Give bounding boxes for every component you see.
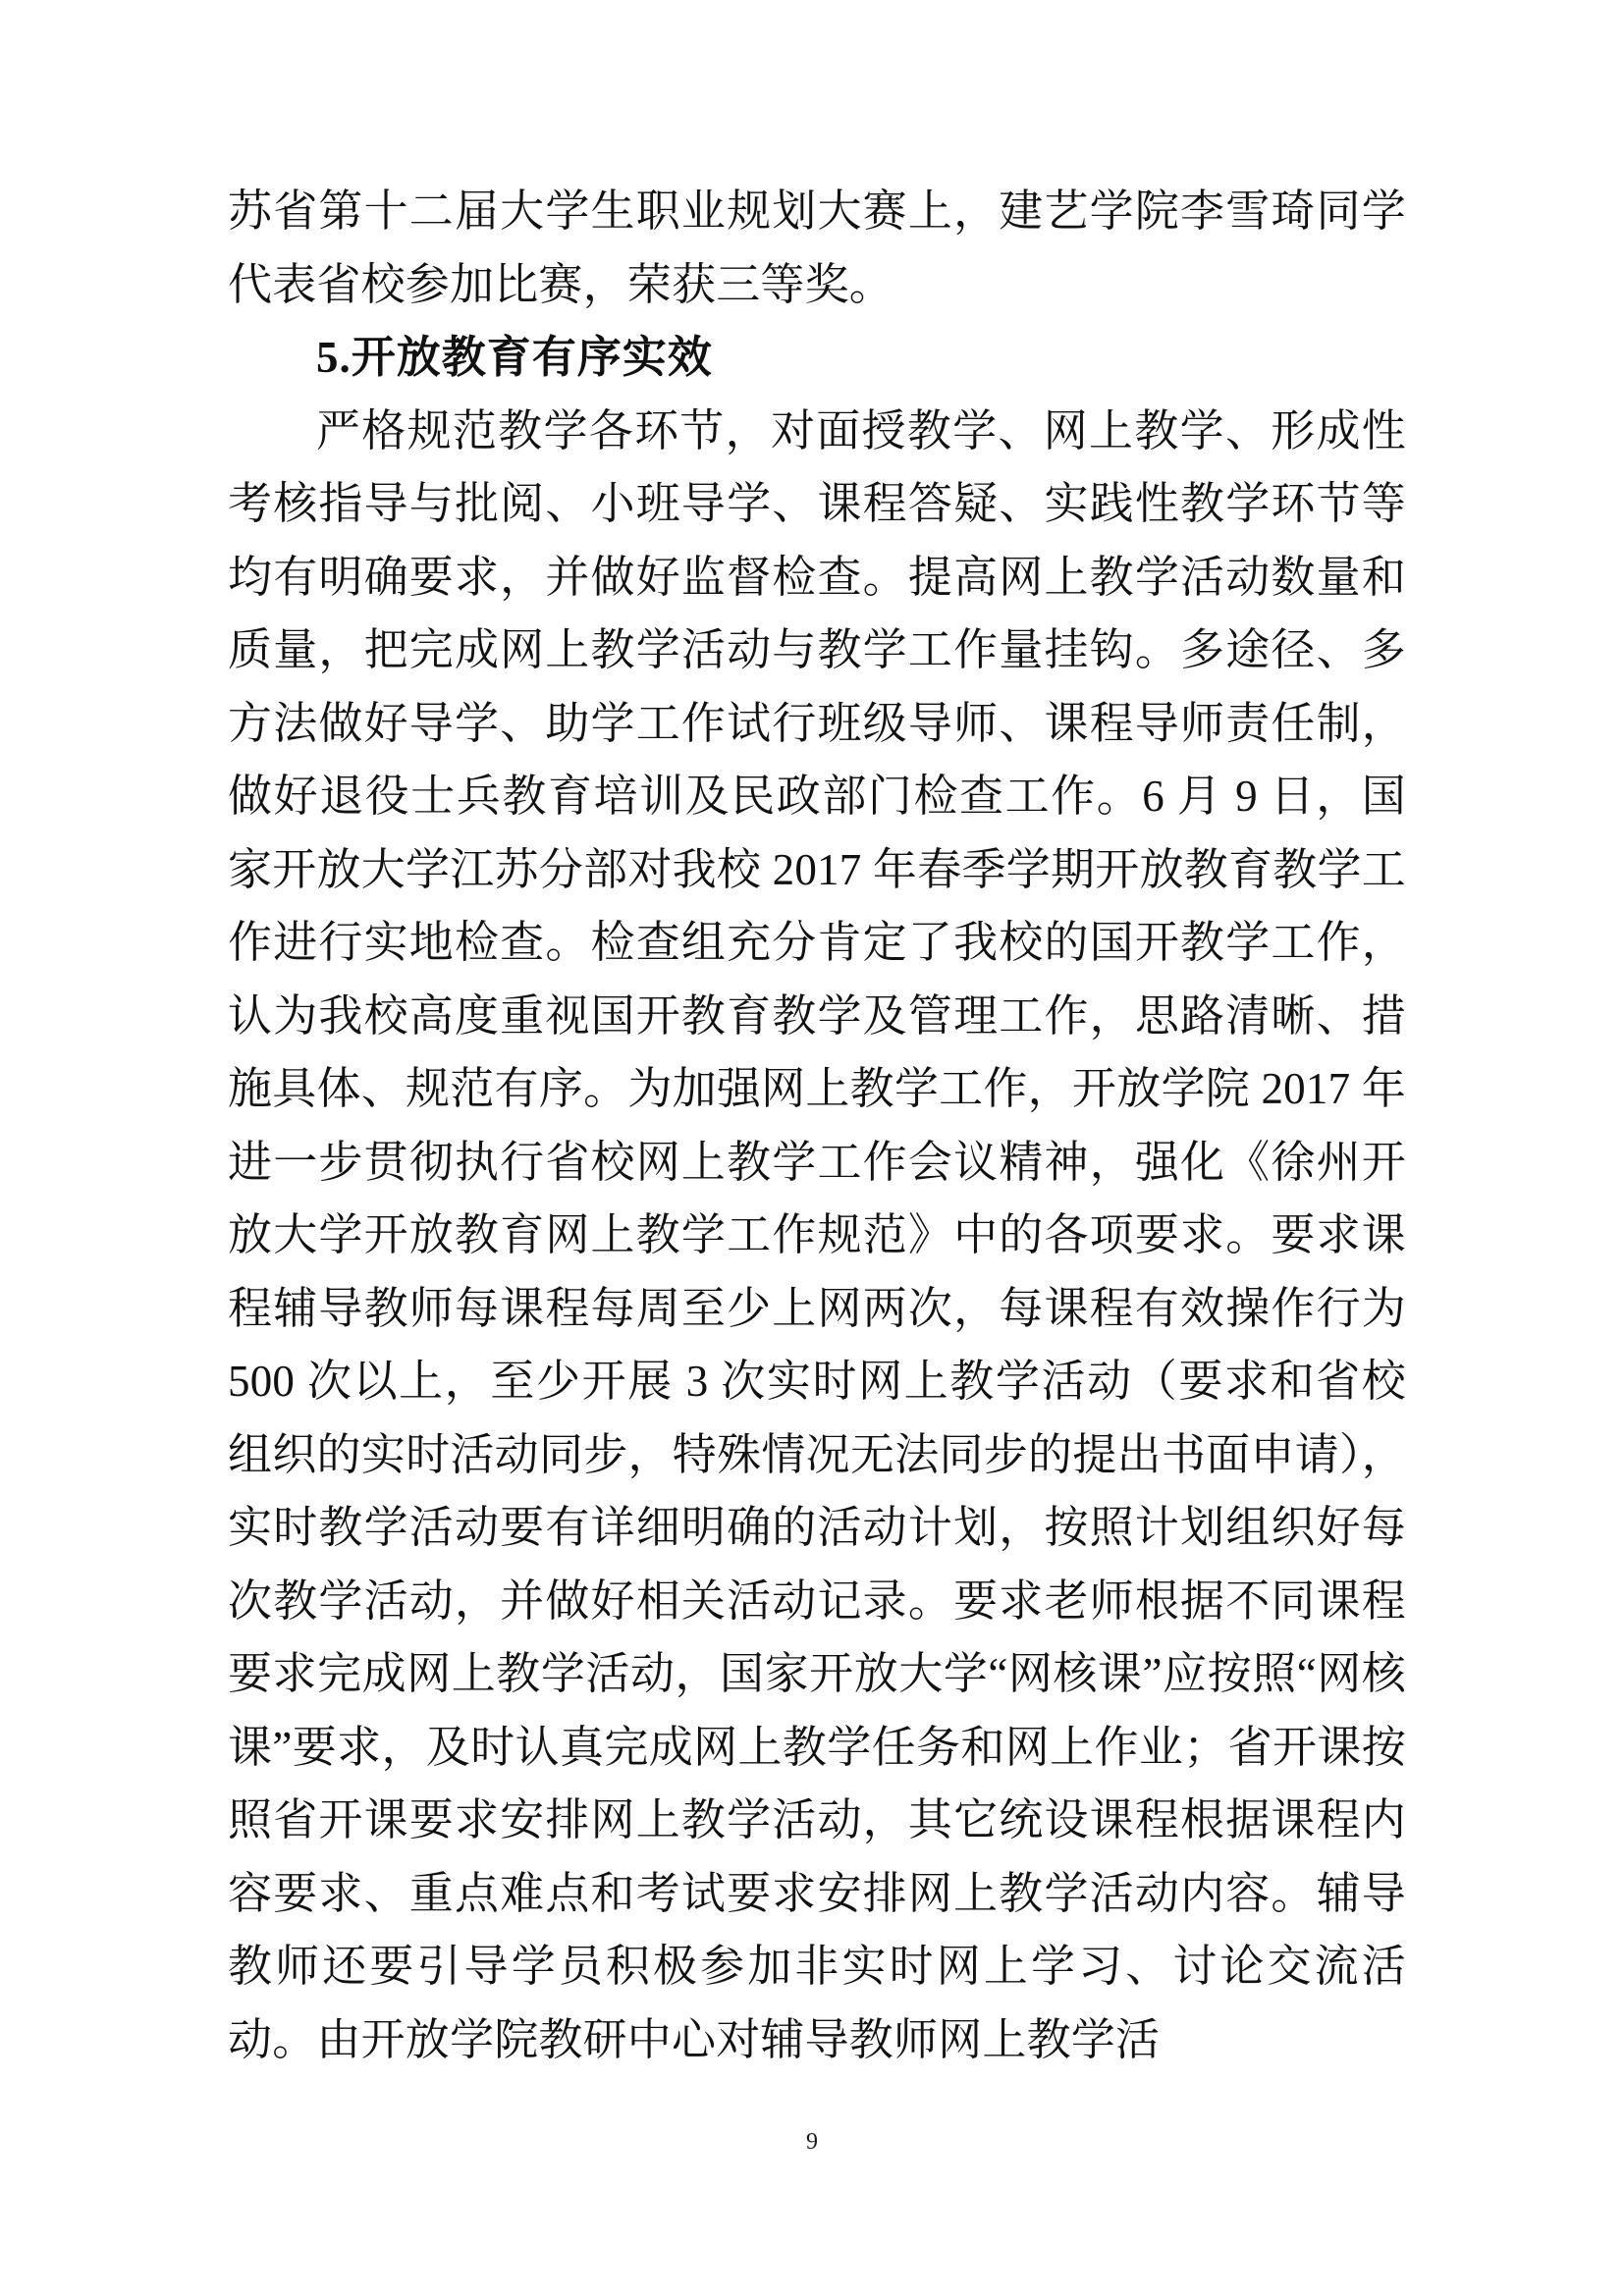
page-content — [228, 175, 1406, 2076]
section-heading-5: 5.开放教育有序实效 — [316, 333, 713, 382]
paragraph-open-education-body: 严格规范教学各环节，对面授教学、网上教学、形成性考核指导与批阅、小班导学、课程答疑、实践性教学环节等均有明确要求，并做好监督检查。提高网上教学活动数量和质量，把完成网上教学活动与教学工作量挂钩。多途径、多方法做好导学、助学工作试行班级导师、课程导师责任制，做好退役士兵教育培训及民政部门检查工作。6 月 9 日，国家开放大学江苏分部对我校 2017 年春季学期开放教育教学工作进行实地检查。检查组充分肯定了我校的国开教学工作，认为我校高度重视国开教育教学及管理工作，思路清晰、措施具体、规范有序。为加强网上教学工作，开放学院 2017 年进一步贯彻执行省校网上教学工作会议精神，强化《徐州开放大学开放教育网上教学工作规范》中的各项要求。要求课程辅导教师每课程每周至少上网两次，每课程有效操作行为 500 次以上，至少开展 3 次实时网上教学活动（要求和省校组织的实时活动同步，特殊情况无法同步的提出书面申请），实时教学活动要有详细明确的活动计划，按照计划组织好每次教学活动，并做好相关活动记录。要求老师根据不同课程要求完成网上教学活动，国家开放大学“网核课”应按照“网核课”要求，及时认真完成网上教学任务和网上作业；省开课按照省开课要求安排网上教学活动，其它统设课程根据课程内容要求、重点难点和考试要求安排网上教学活动内容。辅导教师还要引导学员积极参加非实时网上学习、讨论交流活动。由开放学院教研中心对辅导教师网上教学活 — [228, 405, 1406, 2064]
paragraph-continued: 苏省第十二届大学生职业规划大赛上，建艺学院李雪琦同学代表省校参加比赛，荣获三等奖。 — [228, 187, 1406, 309]
page-number: 9 — [806, 2129, 818, 2155]
